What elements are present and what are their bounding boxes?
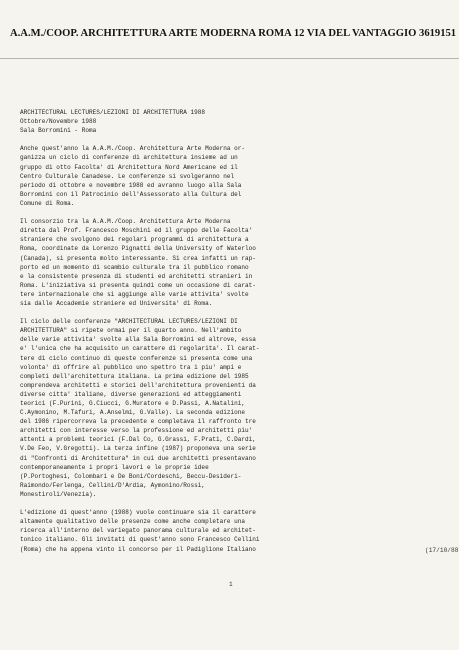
text-line: L'edizione di quest'anno (1988) vuole continuare sia il carattere <box>20 509 256 517</box>
text-line: (P.Portoghesi, Colombari e De Boni/Cordeschi, Beccu-Desideri- <box>20 472 242 480</box>
text-line: tere di ciclo continuo di queste conferenze si presenta come una <box>20 354 253 362</box>
text-line: di "Confronti di Architettura" in cui due architetti presentavano <box>20 454 256 462</box>
text-line: del 1986 ripercorreva la precedente e completava il raffronto tre <box>20 418 256 426</box>
text-line: ricerca all'interno del variegato panorama culturale ed architet- <box>20 527 256 535</box>
text-line: Comune di Roma. <box>20 199 75 207</box>
handwritten-date-note: (17/10/88 <box>425 547 459 554</box>
text-line: Raimondo/Ferlenga, Cellini/D'Ardia, Aymonino/Rossi, <box>20 481 206 489</box>
text-line: straniere che svolgono dei regolari programmi di architettura a <box>20 236 249 244</box>
document-subtitle-venue: Sala Borromini - Roma <box>20 127 97 135</box>
paragraph-4 <box>20 508 425 553</box>
text-line: gruppo di otto Facolta' di Architettura Nord Americane ed il <box>20 163 238 171</box>
text-line: Il consorzio tra la A.A.M./Coop. Architettura Arte Moderna <box>20 218 231 226</box>
text-line: Monestiroli/Venezia). <box>20 490 97 498</box>
text-line: e' l'unica che ha acquisito un carattere di regolarita'. Il carat- <box>20 345 260 353</box>
document-body <box>20 108 425 554</box>
text-line: V.De Feo, V.Gregotti). La terza infine (1987) proponeva una serie <box>20 445 256 453</box>
text-line: Roma, coordinate da Lorenzo Pignatti della University of Waterloo <box>20 245 256 253</box>
letterhead-divider <box>0 58 459 59</box>
text-line: contemporaneamente i propri lavori e le proprie idee <box>20 463 209 471</box>
page-number: 1 <box>229 581 233 588</box>
text-line: diretta dal Prof. Francesco Moschini ed il gruppo delle Facolta' <box>20 227 253 235</box>
document-subtitle-dates: Ottobre/Novembre 1988 <box>20 118 97 126</box>
text-line: delle varie attivita' svolte alla Sala Borromini ed altrove, essa <box>20 336 256 344</box>
text-line: Borromini con il Patrocinio dell'Assessorato alla Cultura del <box>20 190 242 198</box>
text-line: volonta' di offrire al pubblico uno spettro tra i piu' ampi e <box>20 363 242 371</box>
text-line: periodo di ottobre e novembre 1988 ed avranno luogo alla Sala <box>20 181 242 189</box>
text-line: Anche quest'anno la A.A.M./Coop. Architettura Arte Moderna or- <box>20 145 245 153</box>
document-title: ARCHITECTURAL LECTURES/LEZIONI DI ARCHITETTURA 1988 <box>20 109 206 116</box>
letterhead: A.A.M./COOP. ARCHITETTURA ARTE MODERNA ROMA 12 VIA DEL VANTAGGIO 3619151 <box>10 28 457 39</box>
text-line: Il ciclo delle conferenze "ARCHITECTURAL LECTURES/LEZIONI DI <box>20 318 238 326</box>
text-line: architetti con interesse verso la professione ed architetti piu' <box>20 427 253 435</box>
text-line: comprendeva architetti e storici dell'architettura provenienti da <box>20 381 256 389</box>
text-line: attenti a problemi teorici (F.Dal Co, G.Grassi, F.Prati, C.Dardi, <box>20 436 256 444</box>
text-line: completi dell'architettura italiana. La prima edizione del 1985 <box>20 372 249 380</box>
paragraph-1 <box>20 144 425 208</box>
text-line: ganizza un ciclo di conferenze di architettura insieme ad un <box>20 154 238 162</box>
text-line: C.Aymonino, M.Tafuri, A.Anselmi, G.Valle). La seconda edizione <box>20 409 245 417</box>
text-line: e la consistente presenza di studenti ed architetti stranieri in <box>20 272 253 280</box>
text-line: (Roma) che ha appena vinto il concorso per il Padiglione Italiano <box>20 545 256 553</box>
text-line: Roma. L'iniziativa si presenta quindi come un occasione di carat- <box>20 281 256 289</box>
text-line: (Canada), si presenta molto interessante. Si crea infatti un rap- <box>20 254 256 262</box>
text-line: tonico italiano. Gli invitati di quest'anno sono Francesco Cellini <box>20 536 260 544</box>
text-line: ARCHITETTURA" si ripete ormai per il quarto anno. Nell'ambito <box>20 327 242 335</box>
paragraph-3 <box>20 317 425 499</box>
paragraph-2 <box>20 217 425 308</box>
text-line: sia dalle Accademie straniere ed Universita' di Roma. <box>20 299 213 307</box>
text-line: diverse citta' italiane, diverse generazioni ed atteggiamenti <box>20 390 242 398</box>
text-line: teorici (F.Purini, G.Ciucci, G.Muratore e D.Passi, A.Natalini, <box>20 400 245 407</box>
text-line: porto ed un momento di scambio culturale tra il pubblico romano <box>20 263 249 271</box>
text-line: Centro Culturale Canadese. Le conferenze si svolgeranno nel <box>20 172 235 180</box>
text-line: altamente qualitativo delle presenze come anche completare una <box>20 518 245 526</box>
text-line: tere internazionale che si aggiunge alle varie attivita' svolte <box>20 290 249 298</box>
